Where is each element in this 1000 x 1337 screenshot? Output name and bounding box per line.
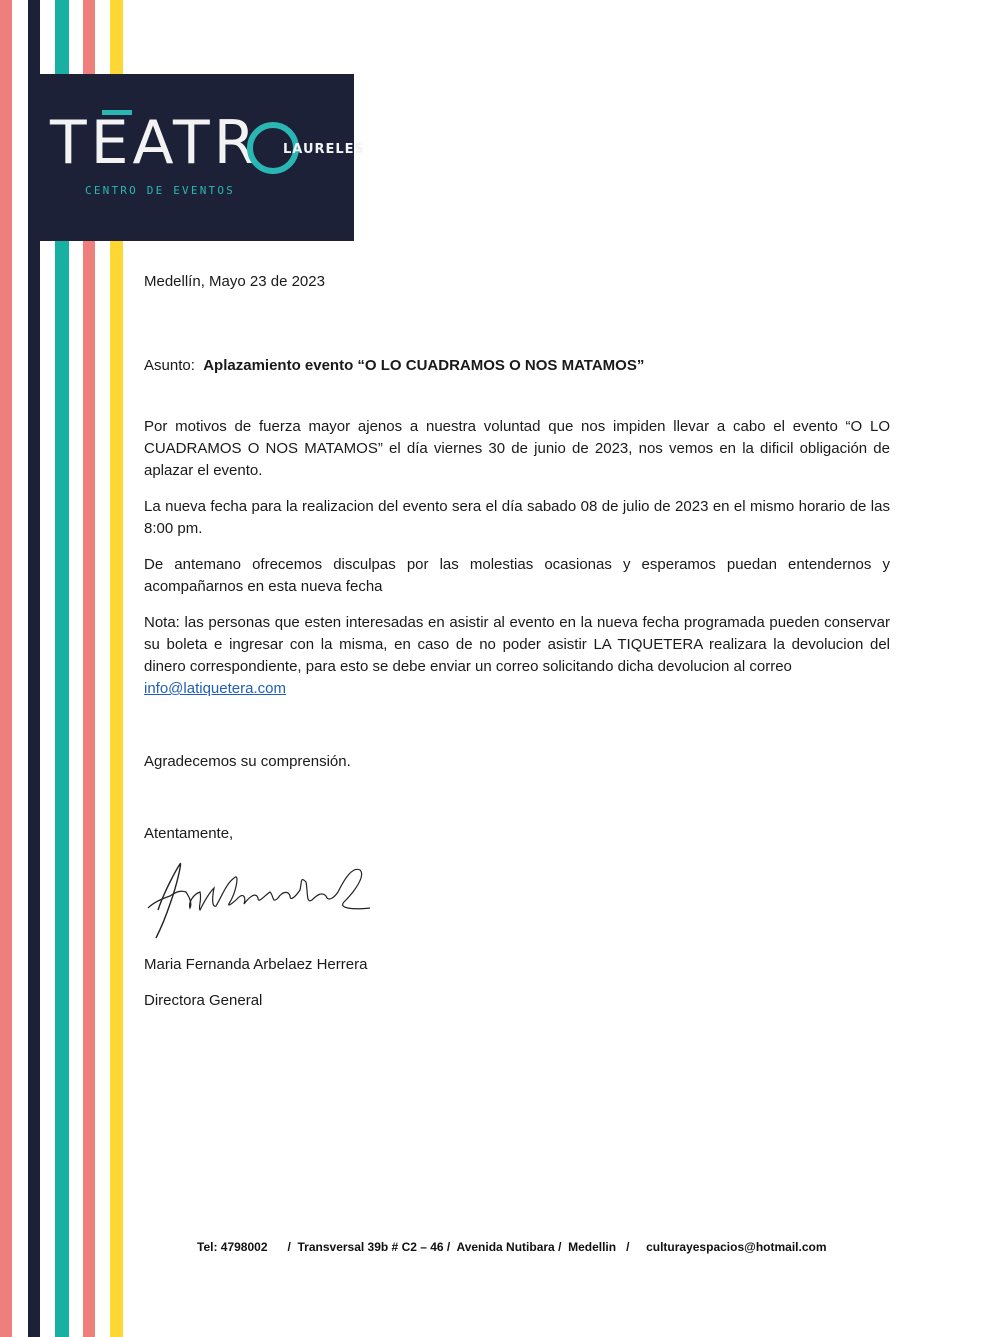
logo-side-text: LAURELES <box>283 142 365 157</box>
paragraph-2: La nueva fecha para la realizacion del evento sera el día sabado 08 de julio de 2023 en el mismo horario de las 8:00 pm. <box>144 498 890 537</box>
paragraph-4-text: Nota: las personas que esten interesadas en asistir al evento en la nueva fecha programada pueden conservar su boleta e ingresar con la misma, en caso de no poder asistir LA TIQUETERA realizara la devolucion del dinero correspondiente, para esto se debe enviar un correo solicitando dicha devolucion al correo <box>144 614 890 675</box>
stripe-pink-1 <box>0 0 12 1337</box>
thanks-line: Agradecemos su comprensión. <box>144 753 351 770</box>
letter-date: Medellín, Mayo 23 de 2023 <box>144 273 325 290</box>
paragraph-3: De antemano ofrecemos disculpas por las molestias ocasionas y esperamos puedan entendernos y acompañarnos en esta nueva fecha <box>144 556 890 595</box>
footer-contact: Tel: 4798002 / Transversal 39b # C2 – 46 / Avenida Nutibara / Medellin / culturayespacios@hotmail.com <box>197 1240 827 1254</box>
teatro-laureles-logo <box>38 74 365 241</box>
paragraph-1: Por motivos de fuerza mayor ajenos a nuestra voluntad que nos impiden llevar a cabo el evento “O LO CUADRAMOS O NOS MATAMOS” el día viernes 30 de junio de 2023, nos vemos en la dificil obligación de aplazar el evento. <box>144 418 890 479</box>
subject-label: Asunto: <box>144 357 195 374</box>
signer-name: Maria Fernanda Arbelaez Herrera <box>144 956 368 973</box>
paragraph-4 <box>144 612 890 700</box>
handwritten-signature <box>140 852 380 942</box>
closing-line: Atentamente, <box>144 825 234 842</box>
letter-subject <box>144 355 890 377</box>
signer-title: Directora General <box>144 992 263 1009</box>
email-link[interactable]: info@latiquetera.com <box>144 680 286 697</box>
subject-text: Aplazamiento evento “O LO CUADRAMOS O NOS MATAMOS” <box>203 357 645 374</box>
logo-subtitle: CENTRO DE EVENTOS <box>85 184 235 197</box>
logo-word: TEATR <box>50 108 260 178</box>
